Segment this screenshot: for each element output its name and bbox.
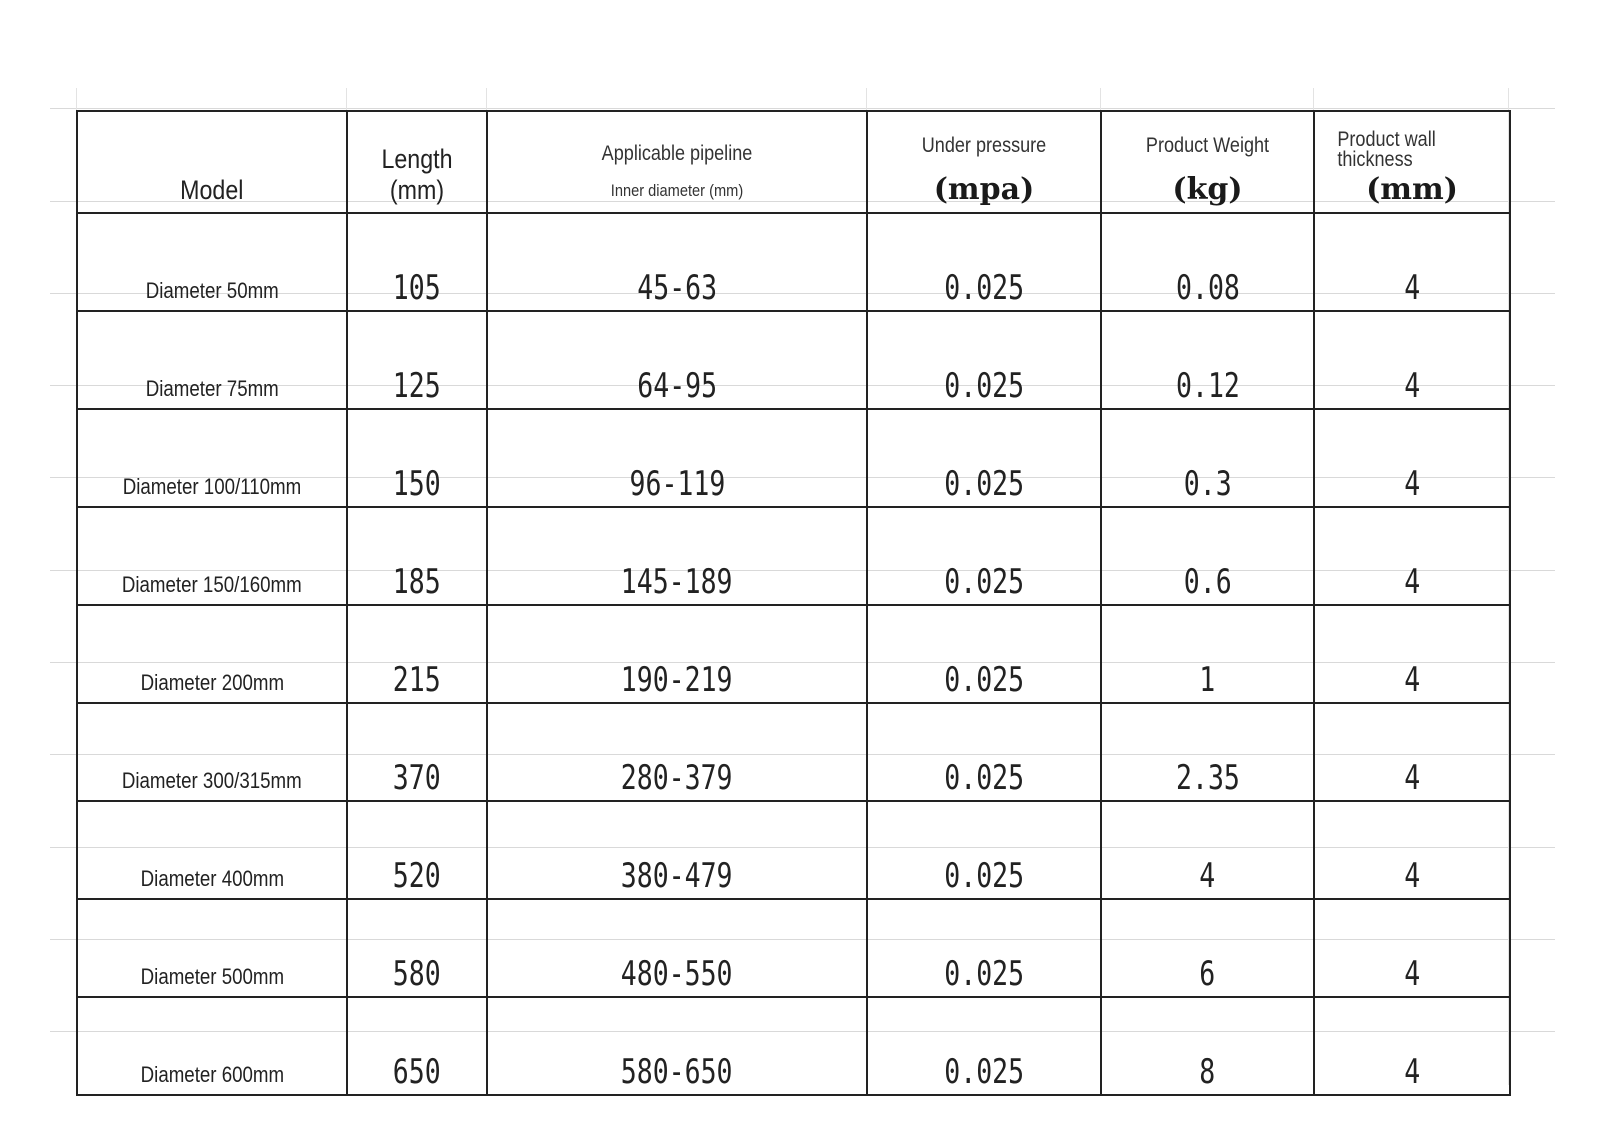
- cell-inner-diameter: 280-379: [487, 703, 867, 801]
- cell-weight: 0.6: [1101, 507, 1314, 605]
- cell-inner-diameter: 380-479: [487, 801, 867, 899]
- cell-pressure: 0.025: [867, 507, 1101, 605]
- cell-inner-diameter: 145-189: [487, 507, 867, 605]
- header-applicable-pipeline: [487, 111, 867, 213]
- cell-weight: 0.3: [1101, 409, 1314, 507]
- table-row: [77, 703, 1510, 801]
- header-length: Length (mm): [347, 111, 487, 213]
- table-row: [77, 899, 1510, 997]
- table-row: [77, 997, 1510, 1095]
- cell-weight: 2.35: [1101, 703, 1314, 801]
- cell-pressure: 0.025: [867, 801, 1101, 899]
- cell-model: Diameter 300/315mm: [77, 703, 347, 801]
- cell-model: Diameter 600mm: [77, 997, 347, 1095]
- cell-model: Diameter 500mm: [77, 899, 347, 997]
- header-pressure-title: Under pressure: [921, 134, 1047, 157]
- header-pressure-unit: (mpa): [933, 172, 1035, 207]
- cell-length: 650: [347, 997, 487, 1095]
- cell-length: 185: [347, 507, 487, 605]
- cell-thickness: 4: [1314, 703, 1510, 801]
- cell-thickness: 4: [1314, 997, 1510, 1095]
- cell-pressure: 0.025: [867, 409, 1101, 507]
- header-weight-unit: (kg): [1172, 172, 1243, 207]
- header-pipeline-title: Applicable pipeline: [601, 142, 753, 165]
- cell-thickness: 4: [1314, 605, 1510, 703]
- table-row: [77, 801, 1510, 899]
- cell-length: 150: [347, 409, 487, 507]
- cell-thickness: 4: [1314, 311, 1510, 409]
- cell-inner-diameter: 64-95: [487, 311, 867, 409]
- table-row: [77, 213, 1510, 311]
- cell-inner-diameter: 580-650: [487, 997, 867, 1095]
- cell-model: Diameter 100/110mm: [77, 409, 347, 507]
- cell-inner-diameter: 45-63: [487, 213, 867, 311]
- header-weight: [1101, 111, 1314, 213]
- cell-pressure: 0.025: [867, 899, 1101, 997]
- gridline: [50, 108, 1555, 109]
- header-pipeline-subtitle: Inner diameter (mm): [610, 181, 744, 200]
- cell-length: 580: [347, 899, 487, 997]
- cell-weight: 0.08: [1101, 213, 1314, 311]
- cell-length: 125: [347, 311, 487, 409]
- cell-thickness: 4: [1314, 213, 1510, 311]
- table-row: [77, 311, 1510, 409]
- table-row: [77, 605, 1510, 703]
- header-model: Model: [77, 111, 347, 213]
- header-row: [77, 111, 1510, 213]
- cell-model: Diameter 200mm: [77, 605, 347, 703]
- cell-inner-diameter: 190-219: [487, 605, 867, 703]
- cell-model: Diameter 75mm: [77, 311, 347, 409]
- cell-inner-diameter: 480-550: [487, 899, 867, 997]
- cell-length: 520: [347, 801, 487, 899]
- header-thickness-title: Product wall thickness: [1337, 128, 1436, 171]
- cell-pressure: 0.025: [867, 605, 1101, 703]
- table-row: [77, 409, 1510, 507]
- cell-weight: 8: [1101, 997, 1314, 1095]
- cell-weight: 6: [1101, 899, 1314, 997]
- cell-thickness: 4: [1314, 801, 1510, 899]
- cell-length: 370: [347, 703, 487, 801]
- cell-weight: 4: [1101, 801, 1314, 899]
- cell-pressure: 0.025: [867, 703, 1101, 801]
- cell-thickness: 4: [1314, 899, 1510, 997]
- cell-model: Diameter 50mm: [77, 213, 347, 311]
- cell-thickness: 4: [1314, 409, 1510, 507]
- cell-pressure: 0.025: [867, 311, 1101, 409]
- header-pressure: [867, 111, 1101, 213]
- header-thickness-unit: (mm): [1366, 172, 1458, 207]
- cell-weight: 0.12: [1101, 311, 1314, 409]
- header-wall-thickness: [1314, 111, 1510, 213]
- cell-thickness: 4: [1314, 507, 1510, 605]
- cell-model: Diameter 400mm: [77, 801, 347, 899]
- cell-pressure: 0.025: [867, 997, 1101, 1095]
- cell-length: 215: [347, 605, 487, 703]
- cell-inner-diameter: 96-119: [487, 409, 867, 507]
- cell-pressure: 0.025: [867, 213, 1101, 311]
- table-row: [77, 507, 1510, 605]
- header-weight-title: Product Weight: [1145, 134, 1270, 157]
- spec-table: [76, 110, 1511, 1096]
- cell-model: Diameter 150/160mm: [77, 507, 347, 605]
- cell-weight: 1: [1101, 605, 1314, 703]
- cell-length: 105: [347, 213, 487, 311]
